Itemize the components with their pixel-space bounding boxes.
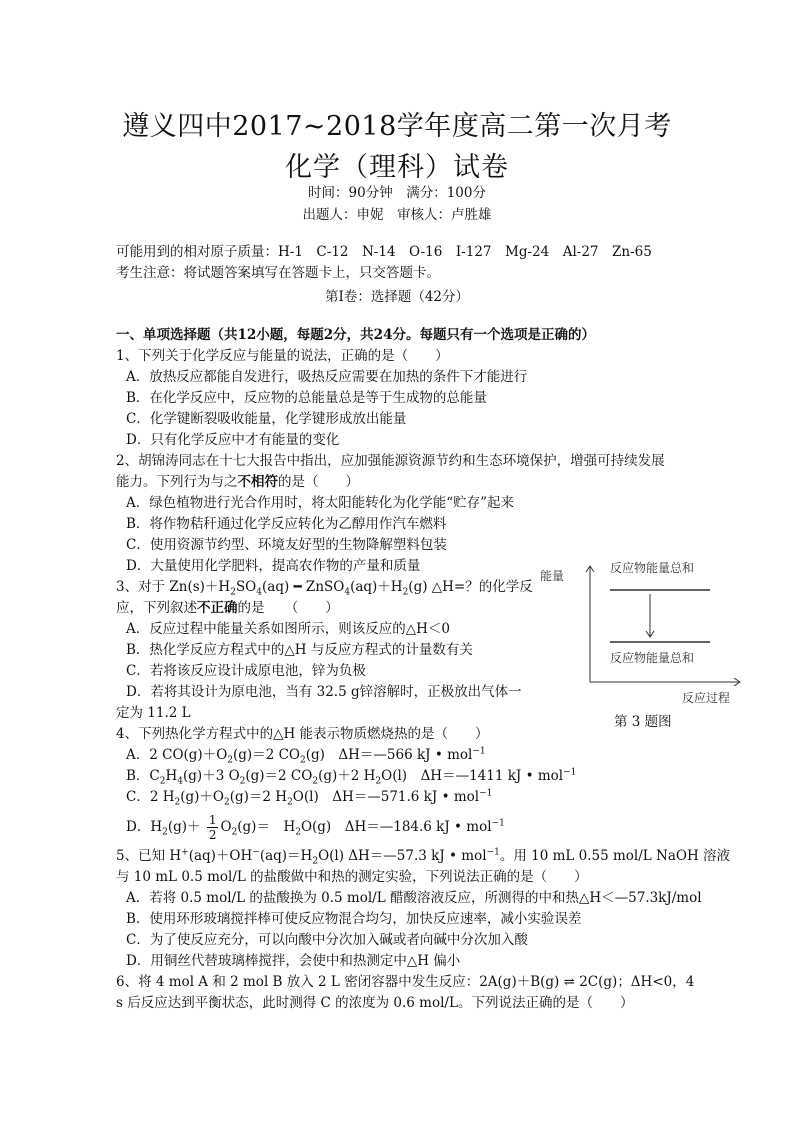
q4-option-d: D．$H_2(g)+$ $\frac{1}{2}$ $O_2(g)=$ $H_2O(g)$ ΔH＝—184.6 kJ • mol$^{-1}$ (126, 813, 505, 842)
q5-stem-line1: 5、已知 $H^+(aq)+OH^-(aq)=H_2O(l)$ ΔH＝—57.3 kJ • mol$^{-1}$。用 10 mL 0.55 mol/L NaOH 溶液 (116, 847, 731, 867)
q2-option-a: A．绿色植物进行光合作用时，将太阳能转化为化学能“贮存”起来 (126, 495, 515, 511)
top-level-label: 反应物能量总和 (610, 561, 695, 575)
q3-option-d: D．若将其设计为原电池，当有 32.5 g锌溶解时，正极放出气体一 (126, 684, 522, 700)
q5-option-c: C．为了使反应充分，可以向酸中分次加入碱或者向碱中分次加入酸 (126, 932, 528, 948)
q3-option-c: C．若将该反应设计成原电池，锌为负极 (126, 663, 366, 679)
q5-option-b: B．使用环形玻璃搅拌棒可使反应物混合均匀，加快反应速率，减小实验误差 (126, 911, 582, 927)
q3-stem-line2: 应，下列叙述不正确的是 （ ） (116, 600, 339, 616)
q4-option-b: B．$C_2H_4(g)+3$ $O_2(g)=2$ $CO_2(g)+2$ $H_2O(l)$ ΔH＝—1411 kJ • mol$^{-1}$ (126, 767, 577, 787)
q4-stem: 4、下列热化学方程式中的△H 能表示物质燃烧热的是（ ） (116, 726, 489, 742)
notice: 考生注意：将试题答案填写在答题卡上，只交答题卡。 (116, 265, 440, 281)
author-info: 出题人：申妮 审核人：卢胜雄 (302, 207, 492, 223)
q5-stem-line2: 与 10 mL 0.5 mol/L 的盐酸做中和热的测定实验，下列说法正确的是（ ） (116, 869, 588, 885)
atomic-masses: 可能用到的相对原子质量：H-1 C-12 N-14 O-16 I-127 Mg-24 Al-27 Zn-65 (116, 244, 652, 260)
q4-option-a: A．2 $CO(g)+O_2(g)=2$ $CO_2(g)$ ΔH＝—566 kJ • mol$^{-1}$ (126, 746, 486, 766)
q1-stem: 1、下列关于化学反应与能量的说法，正确的是（ ） (116, 348, 449, 364)
q2-option-b: B．将作物秸秆通过化学反应转化为乙醇用作汽车燃料 (126, 516, 447, 532)
q6-stem-line1: 6、将 4 mol A 和 2 mol B 放入 2 L 密闭容器中发生反应：2A(g)＋B(g) ⇌ 2C(g)；ΔH<0，4 (116, 974, 695, 990)
q2-option-d: D．大量使用化学肥料，提高农作物的产量和质量 (126, 558, 421, 574)
y-axis-label: 能量 (540, 569, 565, 583)
q2-stem-line1: 2、胡锦涛同志在十七大报告中指出，应加强能源资源节约和生态环境保护，增强可持续发展 (116, 453, 665, 469)
half-fraction: $\frac{1}{2}$ (208, 813, 217, 842)
exam-title: 遵义四中2017~2018学年度高二第一次月考 (122, 111, 672, 142)
figure-caption: 第 3 题图 (614, 714, 672, 730)
q2-stem-line2: 能力。下列行为与之不相符的是（ ） (116, 474, 359, 490)
q3-option-a: A．反应过程中能量关系如图所示，则该反应的△H＜0 (126, 621, 450, 637)
q5-option-d: D．用铜丝代替玻璃棒搅拌，会使中和热测定中△H 偏小 (126, 953, 461, 969)
q1-option-b: B．在化学反应中，反应物的总能量总是等于生成物的总能量 (126, 390, 487, 406)
q6-stem-line2: s 后反应达到平衡状态，此时测得 C 的浓度为 0.6 mol/L。下列说法正确的是（ ） (116, 995, 634, 1011)
q1-option-c: C．化学键断裂吸收能量，化学键形成放出能量 (126, 411, 407, 427)
section-heading: 一、单项选择题（共12小题，每题2分，共24分。每题只有一个选项是正确的） (116, 327, 595, 343)
bottom-level-label: 反应物能量总和 (610, 651, 695, 665)
x-axis-label: 反应过程 (682, 691, 731, 705)
q2-option-c: C．使用资源节约型、环境友好型的生物降解塑料包装 (126, 537, 447, 553)
q5-option-a: A．若将 0.5 mol/L 的盐酸换为 0.5 mol/L 醋酸溶液反应，所测得的中和热△H＜—57.3kJ/mol (126, 890, 702, 906)
q4-option-c: C．2 $H_2(g)+O_2(g)=2$ $H_2O(l)$ ΔH＝—571.6 kJ • mol$^{-1}$ (126, 788, 493, 808)
q3-option-b: B．热化学反应方程式中的△H 与反应方程式的计量数有关 (126, 642, 473, 658)
exam-subtitle: 化学（理科）试卷 (285, 152, 509, 183)
q3-option-d-cont: 定为 11.2 L (116, 705, 191, 721)
q1-option-a: A．放热反应都能自发进行，吸热反应需要在加热的条件下才能进行 (126, 369, 528, 385)
part-title: 第Ⅰ卷：选择题（42分） (324, 289, 469, 305)
time-info: 时间：90分钟 满分：100分 (308, 185, 486, 201)
energy-diagram (540, 560, 750, 710)
q3-stem-line1: 3、对于 $Zn(s)+H_2SO_4(aq)$ ━ $ZnSO_4(aq)+H_2(g)$ △H=？的化学反 (116, 579, 533, 598)
q1-option-d: D．只有化学反应中才有能量的变化 (126, 432, 340, 448)
